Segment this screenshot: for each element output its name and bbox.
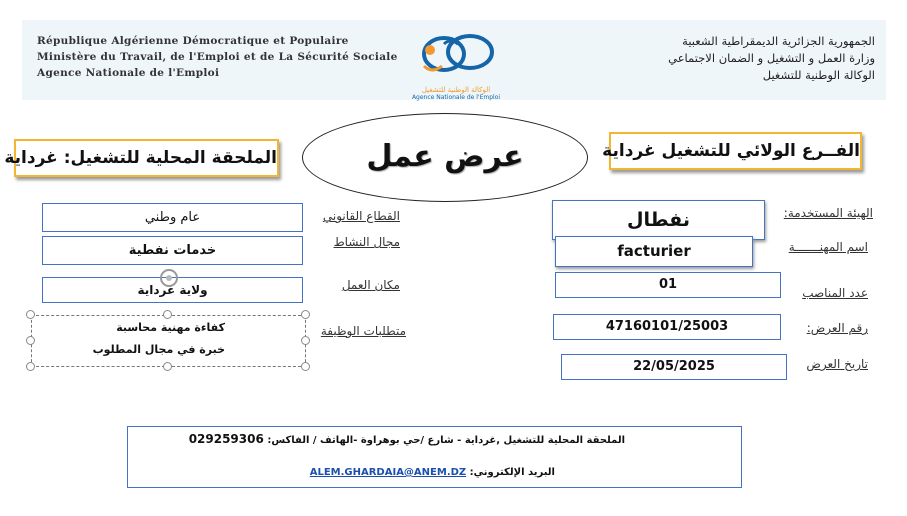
logo-caption-fr: Agence Nationale de l'Emploi: [411, 94, 501, 101]
location-label: مكان العمل: [341, 278, 400, 292]
sector-value: عام وطني: [42, 203, 303, 232]
offer-date-label: تاريخ العرض: [806, 357, 868, 371]
activity-value: خدمات نفطية: [42, 236, 303, 265]
resize-handle-tr[interactable]: [301, 310, 310, 319]
job-offer-title: عرض عمل: [302, 113, 588, 202]
requirements-line1: كفاءة مهنية محاسبة: [116, 321, 225, 334]
resize-handle-tm[interactable]: [163, 310, 172, 319]
header-fr-line2: Ministère du Travail, de l'Emploi et de La Sécurité Sociale: [37, 51, 398, 63]
offer-number-value: 47160101/25003: [553, 314, 781, 340]
resize-handle-ml[interactable]: [26, 336, 35, 345]
header-fr-line3: Agence Nationale de l'Emploi: [37, 67, 220, 79]
anem-logo-icon: [400, 30, 512, 82]
requirements-line2: خبرة في مجال المطلوب: [92, 343, 225, 356]
logo-caption-ar: الوكالة الوطنية للتشغيل: [421, 86, 491, 94]
footer-email[interactable]: ALEM.GHARDAIA@ANEM.DZ: [309, 467, 467, 478]
rotate-handle-icon[interactable]: [158, 267, 180, 293]
resize-handle-br[interactable]: [301, 362, 310, 371]
offer-date-value: 22/05/2025: [561, 354, 787, 380]
employer-label: الهيئة المستخدمة:: [783, 206, 873, 220]
anem-logo: [400, 30, 512, 101]
sector-label: القطاع القانوني: [322, 209, 400, 223]
header-ar-line3: الوكالة الوطنية للتشغيل: [762, 68, 875, 82]
footer-phone: 029259306: [188, 432, 264, 446]
requirements-label: متطلبات الوظيفة: [320, 324, 406, 338]
location-value: ولاية غرداية: [42, 277, 303, 303]
resize-handle-tl[interactable]: [26, 310, 35, 319]
positions-label: عدد المناصب: [802, 286, 868, 300]
employer-value: نفطال: [552, 200, 765, 240]
resize-handle-mr[interactable]: [301, 336, 310, 345]
footer-email-row: [300, 467, 555, 478]
resize-handle-bm[interactable]: [163, 362, 172, 371]
offer-number-label: رقم العرض:: [806, 321, 868, 335]
wilaya-branch-box: الفــرع الولائي للتشغيل غرداية: [609, 132, 862, 170]
profession-label: اسم المهنـــــــة: [788, 240, 868, 254]
footer-address: [188, 432, 625, 446]
activity-label: مجال النشاط: [333, 235, 400, 249]
local-annex-box: الملحقة المحلية للتشغيل: غرداية: [14, 139, 279, 177]
footer-email-label: البريد الإلكتروني:: [469, 467, 555, 478]
profession-value: facturier: [555, 236, 753, 267]
header-ar-line1: الجمهورية الجزائرية الديمقراطية الشعبية: [682, 34, 875, 48]
positions-value: 01: [555, 272, 781, 298]
resize-handle-bl[interactable]: [26, 362, 35, 371]
footer-address-label: الملحقة المحلية للتشغيل ,غرداية - شارع /حي بوهراوة -الهاتف / الفاكس:: [267, 435, 625, 446]
header-ar-line2: وزارة العمل و التشغيل و الضمان الاجتماعي: [668, 51, 875, 65]
header-fr-line1: République Algérienne Démocratique et Populaire: [37, 35, 349, 47]
